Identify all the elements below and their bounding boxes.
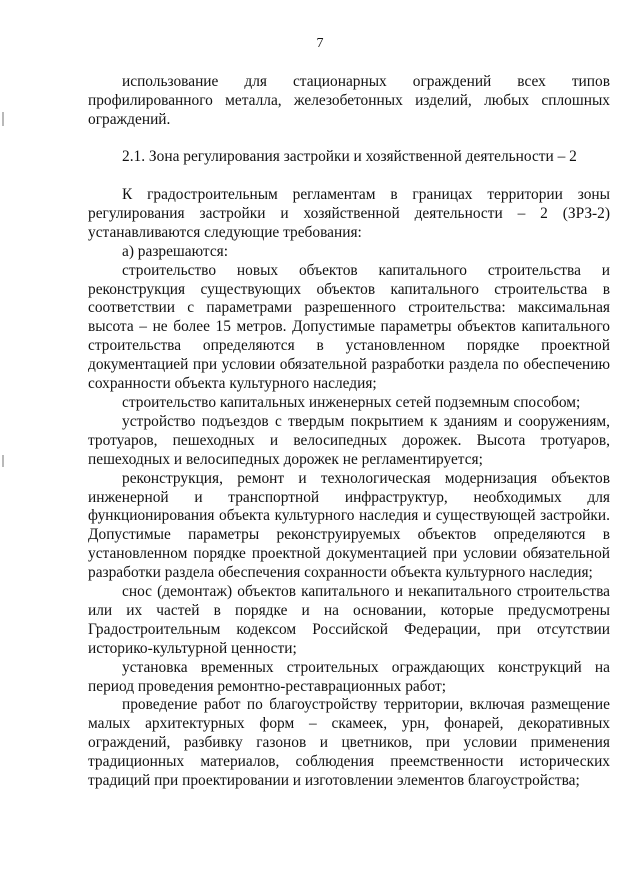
scan-edge-mark xyxy=(2,455,4,467)
page-number: 7 xyxy=(316,36,324,51)
scan-edge-mark xyxy=(2,112,4,126)
paragraph-engineering-networks: строительство капитальных инженерных сетей подземным способом; xyxy=(122,393,581,411)
body-text xyxy=(88,186,610,791)
paragraph-demolition: снос (демонтаж) объектов капитального и некапитального строительства или их частей в порядке и на основании, которые предусмотрены Градостроительным кодексом Российской Федерации, при отсутствии историко-культурной ценности; xyxy=(88,583,610,657)
paragraph-construction: строительство новых объектов капитального строительства и реконструкция существующих объектов капитального строительства в соответствии с параметрами разрешенного строительства: максимальная высота – не более 15 метров. Допустимые параметры объектов капитального строительства определяются в установленном порядке проектной документацией при условии обязательной разработки раздела по обеспечению сохранности объекта культурного наследия; xyxy=(88,261,610,393)
intro-block xyxy=(88,73,610,130)
section-heading: 2.1. Зона регулирования застройки и хозяйственной деятельности – 2 xyxy=(122,148,577,165)
intro-paragraph: использование для стационарных ограждений всех типов профилированного металла, железобетонных изделий, любых сплошных ограждений. xyxy=(88,73,610,128)
paragraph-temporary-fences: установка временных строительных ограждающих конструкций на период проведения ремонтно-реставрационных работ; xyxy=(88,658,610,695)
paragraph-allowed-heading: а) разрешаются: xyxy=(122,242,229,260)
paragraph-intro-requirements: К градостроительным регламентам в границах территории зоны регулирования застройки и хозяйственной деятельности – 2 (ЗРЗ-2) устанавливаются следующие требования: xyxy=(88,186,610,241)
paragraph-landscaping: проведение работ по благоустройству территории, включая размещение малых архитектурных форм – скамеек, урн, фонарей, декоративных ограждений, разбивку газонов и цветников, при условии применения традиционных материалов, соблюдения преемственности исторических традиций при проектировании и изготовлении элементов благоустройства; xyxy=(88,696,610,790)
paragraph-driveways: устройство подъездов с твердым покрытием к зданиям и сооружениям, тротуаров, пешеходных и велосипедных дорожек. Высота тротуаров, пешеходных и велосипедных дорожек не регламентируется; xyxy=(88,412,610,468)
paragraph-infrastructure-reconstruction: реконструкция, ремонт и технологическая модернизация объектов инженерной и транспортной инфраструктур, необходимых для функционирования объекта культурного наследия и существующей застройки. Допустимые параметры реконструируемых объектов определяются в установленном порядке проектной документацией при условии обязательной разработки раздела обеспечения сохранности объекта культурного наследия; xyxy=(88,469,610,582)
